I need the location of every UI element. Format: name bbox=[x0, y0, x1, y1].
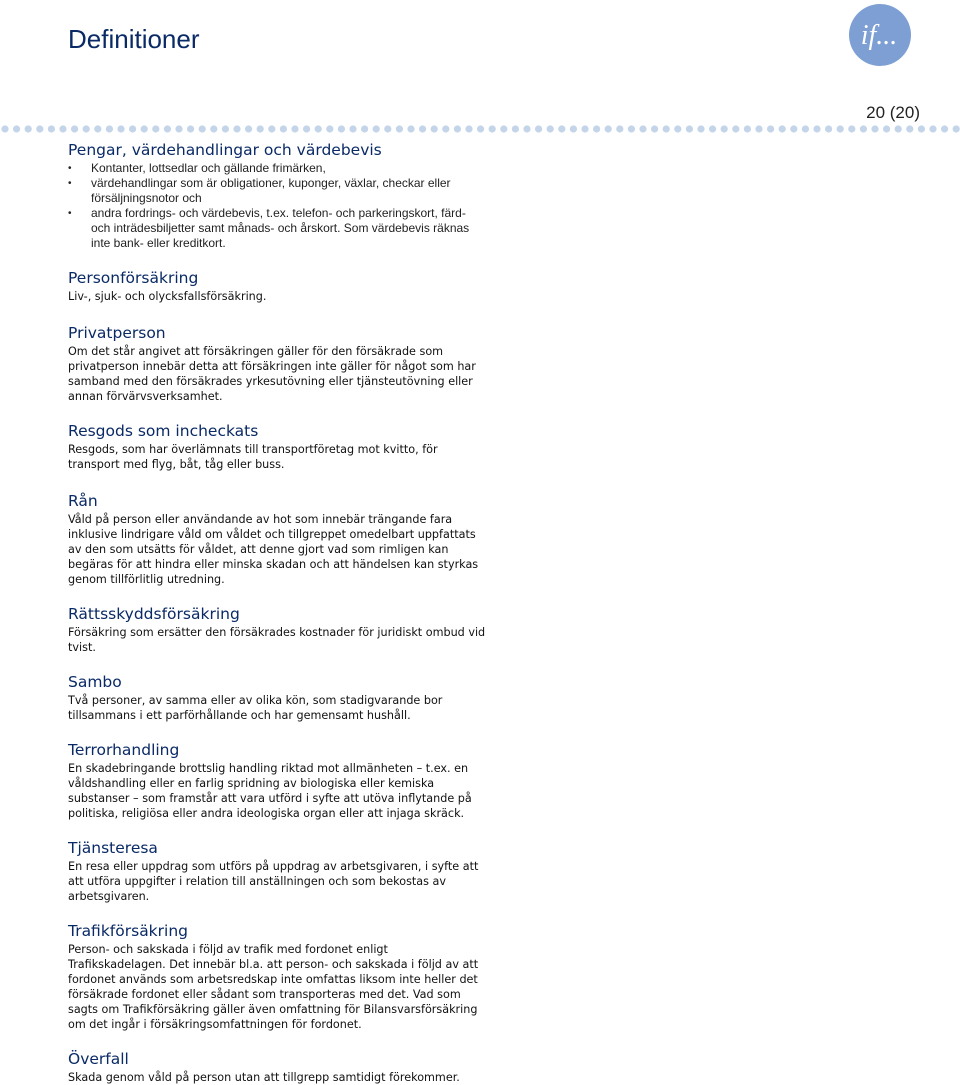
definition-text: En skadebringande brottslig handling riktad mot allmänheten – t.ex. en våldshandling eller en farlig spridning av biologiska eller kemiska substanser – som framstår att vara utförd i syfte att utöva inflytande på politiska, religiösa eller andra ideologiska organ eller att injaga skräck. bbox=[68, 762, 472, 820]
divider-dot bbox=[535, 125, 542, 132]
definition-text: En resa eller uppdrag som utförs på uppdrag av arbetsgivaren, i syfte att att utföra uppgifter i relation till anställningen och som bekostas av arbetsgivaren. bbox=[68, 860, 479, 903]
divider-dot bbox=[25, 125, 32, 132]
bullet-item: • värdehandlingar som är obligationer, kuponger, växlar, checkar eller försäljningsnotor och bbox=[68, 176, 488, 206]
definition-terrorhandling bbox=[68, 740, 488, 821]
divider-dot bbox=[697, 125, 704, 132]
divider-dot bbox=[175, 125, 182, 132]
divider-dot bbox=[628, 125, 635, 132]
bullet-item: • andra fordrings- och värdebevis, t.ex. telefon- och parkeringskort, färd- och inträdesbiljetter samt månads- och årskort. Som värdebevis räknas inte bank- eller kreditkort. bbox=[68, 206, 488, 251]
divider-dot bbox=[315, 125, 322, 132]
divider-dot bbox=[767, 125, 774, 132]
divider-dot bbox=[419, 125, 426, 132]
definition-heading: Sambo bbox=[68, 673, 122, 691]
divider-dot bbox=[477, 125, 484, 132]
divider-dot bbox=[164, 125, 171, 132]
divider-dot bbox=[848, 125, 855, 132]
divider-dot bbox=[222, 125, 229, 132]
divider-dot bbox=[755, 125, 762, 132]
definition-privatperson bbox=[68, 323, 488, 404]
divider-dot bbox=[257, 125, 264, 132]
divider-dot bbox=[280, 125, 287, 132]
definition-overfall bbox=[68, 1049, 488, 1085]
divider-dot bbox=[802, 125, 809, 132]
divider-dot bbox=[558, 125, 565, 132]
definition-text: Försäkring som ersätter den försäkrades kostnader för juridiskt ombud vid tvist. bbox=[68, 626, 486, 654]
divider-dot bbox=[465, 125, 472, 132]
page-number: 20 (20) bbox=[866, 103, 920, 122]
divider-dot bbox=[48, 125, 55, 132]
divider-dot bbox=[570, 125, 577, 132]
divider-dot bbox=[871, 125, 878, 132]
definition-text: Våld på person eller användande av hot som innebär trängande fara inklusive lindrigare våld om våldet och tillgreppet omedelbart uppfattats av den som utsätts för våldet, att denne gjort vad som rimligen kan begäras för att hindra eller minska skadan och att händelsen kan styrkas genom tillförlitlig utredning. bbox=[68, 513, 479, 586]
divider-dot bbox=[71, 125, 78, 132]
divider-dot bbox=[187, 125, 194, 132]
divider-dot bbox=[349, 125, 356, 132]
divider-dot bbox=[373, 125, 380, 132]
definition-heading: Rättsskyddsförsäkring bbox=[68, 605, 240, 623]
divider-dot bbox=[83, 125, 90, 132]
definition-heading: Privatperson bbox=[68, 324, 166, 342]
divider-dot bbox=[929, 125, 936, 132]
divider-dot bbox=[384, 125, 391, 132]
divider-dot bbox=[581, 125, 588, 132]
definition-heading: Överfall bbox=[68, 1050, 129, 1068]
divider-dot bbox=[291, 125, 298, 132]
if-logo bbox=[848, 3, 912, 67]
definition-heading: Terrorhandling bbox=[68, 741, 180, 759]
definition-heading: Rån bbox=[68, 492, 98, 510]
divider-dot bbox=[407, 125, 414, 132]
divider-dot bbox=[268, 125, 275, 132]
divider-dot bbox=[813, 125, 820, 132]
divider-dot bbox=[860, 125, 867, 132]
definition-rattsskydd bbox=[68, 604, 488, 655]
definition-resgods bbox=[68, 421, 488, 472]
definition-text: Två personer, av samma eller av olika kön, som stadigvarande bor tillsammans i ett parförhållande och har gemensamt hushåll. bbox=[68, 694, 443, 722]
divider-dot bbox=[152, 125, 159, 132]
divider-dot bbox=[94, 125, 101, 132]
definitions-list bbox=[68, 140, 488, 1085]
divider-dot bbox=[732, 125, 739, 132]
divider-dot bbox=[605, 125, 612, 132]
divider-dot bbox=[721, 125, 728, 132]
divider-dot bbox=[396, 125, 403, 132]
definition-text: Resgods, som har överlämnats till transportföretag mot kvitto, för transport med flyg, båt, tåg eller buss. bbox=[68, 443, 438, 471]
divider-dot bbox=[512, 125, 519, 132]
definition-ran bbox=[68, 491, 488, 587]
divider-dot bbox=[523, 125, 530, 132]
divider-dot bbox=[338, 125, 345, 132]
definition-heading: Tjänsteresa bbox=[68, 839, 158, 857]
divider-dot bbox=[1, 125, 8, 132]
divider-dot bbox=[13, 125, 20, 132]
divider-dot bbox=[303, 125, 310, 132]
divider-dot bbox=[500, 125, 507, 132]
divider-dot bbox=[593, 125, 600, 132]
divider-dot bbox=[106, 125, 113, 132]
logo-text: if... bbox=[860, 20, 898, 51]
divider-dot bbox=[326, 125, 333, 132]
divider-dot bbox=[361, 125, 368, 132]
divider-dot bbox=[883, 125, 890, 132]
divider-dot bbox=[639, 125, 646, 132]
definition-text: Person- och sakskada i följd av trafik med fordonet enligt Trafikskadelagen. Det innebär bl.a. att person- och sakskada i följd av att fordonet används som arbetsredskap inte omfattas liksom inte heller det försäkrade fordonet eller sådant som transporteras med det. Vad som sagts om Trafikförsäkring gäller även omfattning för Bilansvarsförsäkring om det ingår i försäkringsomfattningen för fordonet. bbox=[68, 943, 479, 1031]
definition-sambo bbox=[68, 672, 488, 723]
divider-dot bbox=[141, 125, 148, 132]
divider-dot bbox=[779, 125, 786, 132]
divider-dot bbox=[674, 125, 681, 132]
page-title: Definitioner bbox=[68, 24, 200, 54]
divider-dot bbox=[210, 125, 217, 132]
divider-dot bbox=[953, 125, 960, 132]
divider-dot bbox=[199, 125, 206, 132]
definition-heading: Resgods som incheckats bbox=[68, 422, 259, 440]
divider-dot bbox=[245, 125, 252, 132]
definition-text: Om det står angivet att försäkringen gäller för den försäkrade som privatperson innebär detta att försäkringen inte gäller för något som har samband med den försäkrades yrkesutövning eller tjänsteutövning eller annan förvärvsverksamhet. bbox=[68, 345, 476, 403]
divider-dot bbox=[825, 125, 832, 132]
definition-personforsakring bbox=[68, 268, 488, 304]
divider-dot bbox=[790, 125, 797, 132]
divider-dot bbox=[837, 125, 844, 132]
dotted-divider bbox=[0, 123, 960, 135]
divider-dot bbox=[616, 125, 623, 132]
divider-dot bbox=[36, 125, 43, 132]
divider-dot bbox=[233, 125, 240, 132]
definition-text: Skada genom våld på person utan att tillgrepp samtidigt förekommer. bbox=[68, 1071, 460, 1084]
bullet-list bbox=[68, 161, 488, 251]
divider-dot bbox=[686, 125, 693, 132]
divider-dot bbox=[129, 125, 136, 132]
divider-dot bbox=[651, 125, 658, 132]
definition-text: Liv-, sjuk- och olycksfallsförsäkring. bbox=[68, 290, 267, 303]
definition-heading: Pengar, värdehandlingar och värdebevis bbox=[68, 141, 382, 159]
divider-dot bbox=[431, 125, 438, 132]
divider-dot bbox=[941, 125, 948, 132]
divider-dot bbox=[442, 125, 449, 132]
divider-dot bbox=[906, 125, 913, 132]
divider-dot bbox=[663, 125, 670, 132]
divider-dot bbox=[918, 125, 925, 132]
definition-tjansteresa bbox=[68, 838, 488, 904]
divider-dot bbox=[744, 125, 751, 132]
divider-dot bbox=[59, 125, 66, 132]
divider-dot bbox=[547, 125, 554, 132]
definition-trafikforsakring bbox=[68, 921, 488, 1032]
divider-dot bbox=[895, 125, 902, 132]
bullet-item: • Kontanter, lottsedlar och gällande frimärken, bbox=[68, 161, 488, 176]
definition-heading: Trafikförsäkring bbox=[68, 922, 189, 940]
definition-heading: Personförsäkring bbox=[68, 269, 199, 287]
divider-dot bbox=[454, 125, 461, 132]
definition-pengar bbox=[68, 140, 488, 251]
divider-dot bbox=[117, 125, 124, 132]
divider-dot bbox=[489, 125, 496, 132]
divider-dot bbox=[709, 125, 716, 132]
